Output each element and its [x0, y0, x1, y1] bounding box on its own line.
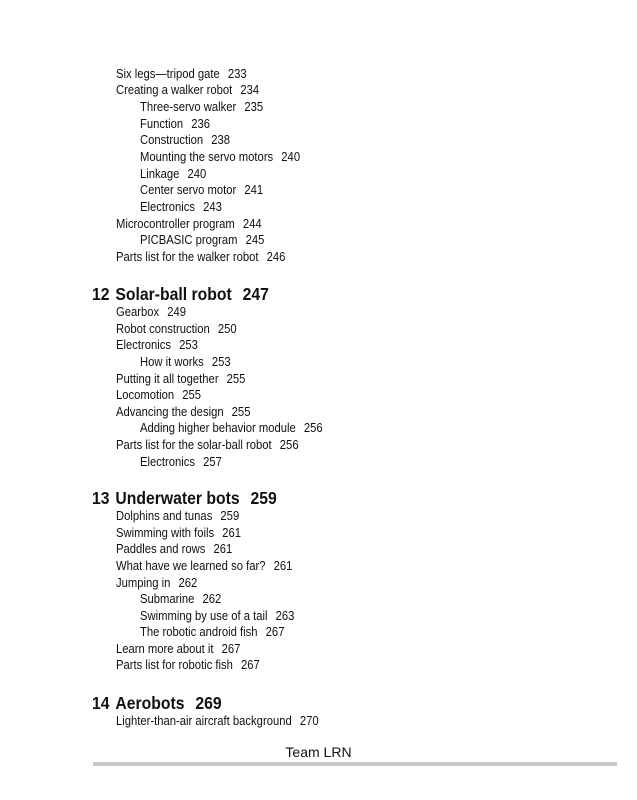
toc-subentry: Function 236	[140, 117, 211, 131]
toc-entry: Swimming with foils 261	[116, 526, 242, 540]
toc-subentry: Center servo motor 241	[140, 183, 264, 197]
toc-subentry: Electronics 257	[140, 455, 222, 469]
toc-subentry: Linkage 240	[140, 167, 207, 181]
toc-entry: Robot construction 250	[116, 322, 237, 336]
toc-subentry: Electronics 243	[140, 200, 222, 214]
toc-entry: Advancing the design 255	[116, 405, 251, 419]
toc-subentry: Adding higher behavior module 256	[140, 421, 323, 435]
footer-divider	[93, 762, 617, 766]
toc-entry: Parts list for the walker robot 246	[116, 250, 286, 264]
toc-subentry: Mounting the servo motors 240	[140, 150, 301, 164]
toc-entry: Lighter-than-air aircraft background 270	[116, 714, 319, 728]
toc-entry: Gearbox 249	[116, 305, 187, 319]
toc-subentry: Construction 238	[140, 133, 231, 147]
toc-entry: Putting it all together 255	[116, 372, 246, 386]
toc-subentry: How it works 253	[140, 355, 231, 369]
toc-entry: Parts list for robotic fish 267	[116, 658, 260, 672]
toc-entry: Jumping in 262	[116, 576, 198, 590]
toc-entry: Dolphins and tunas 259	[116, 509, 240, 523]
chapter-heading: 14 Aerobots 269	[92, 693, 222, 713]
toc-entry: Microcontroller program 244	[116, 217, 262, 231]
toc-entry: Parts list for the solar-ball robot 256	[116, 438, 299, 452]
chapter-heading: 13 Underwater bots 259	[92, 488, 277, 508]
toc-subentry: Submarine 262	[140, 592, 222, 606]
toc-subentry: The robotic android fish 267	[140, 625, 285, 639]
toc-subentry: PICBASIC program 245	[140, 233, 265, 247]
toc-entry: Locomotion 255	[116, 388, 202, 402]
toc-entry: Electronics 253	[116, 338, 198, 352]
toc-entry: What have we learned so far? 261	[116, 559, 293, 573]
toc-entry: Paddles and rows 261	[116, 542, 233, 556]
toc-subentry: Swimming by use of a tail 263	[140, 609, 295, 623]
footer-text: Team LRN	[285, 744, 352, 760]
toc-entry: Six legs—tripod gate 233	[116, 67, 247, 81]
toc-entry: Creating a walker robot 234	[116, 83, 260, 97]
toc-entry: Learn more about it 267	[116, 642, 241, 656]
toc-subentry: Three-servo walker 235	[140, 100, 264, 114]
chapter-heading: 12 Solar-ball robot 247	[92, 284, 269, 304]
